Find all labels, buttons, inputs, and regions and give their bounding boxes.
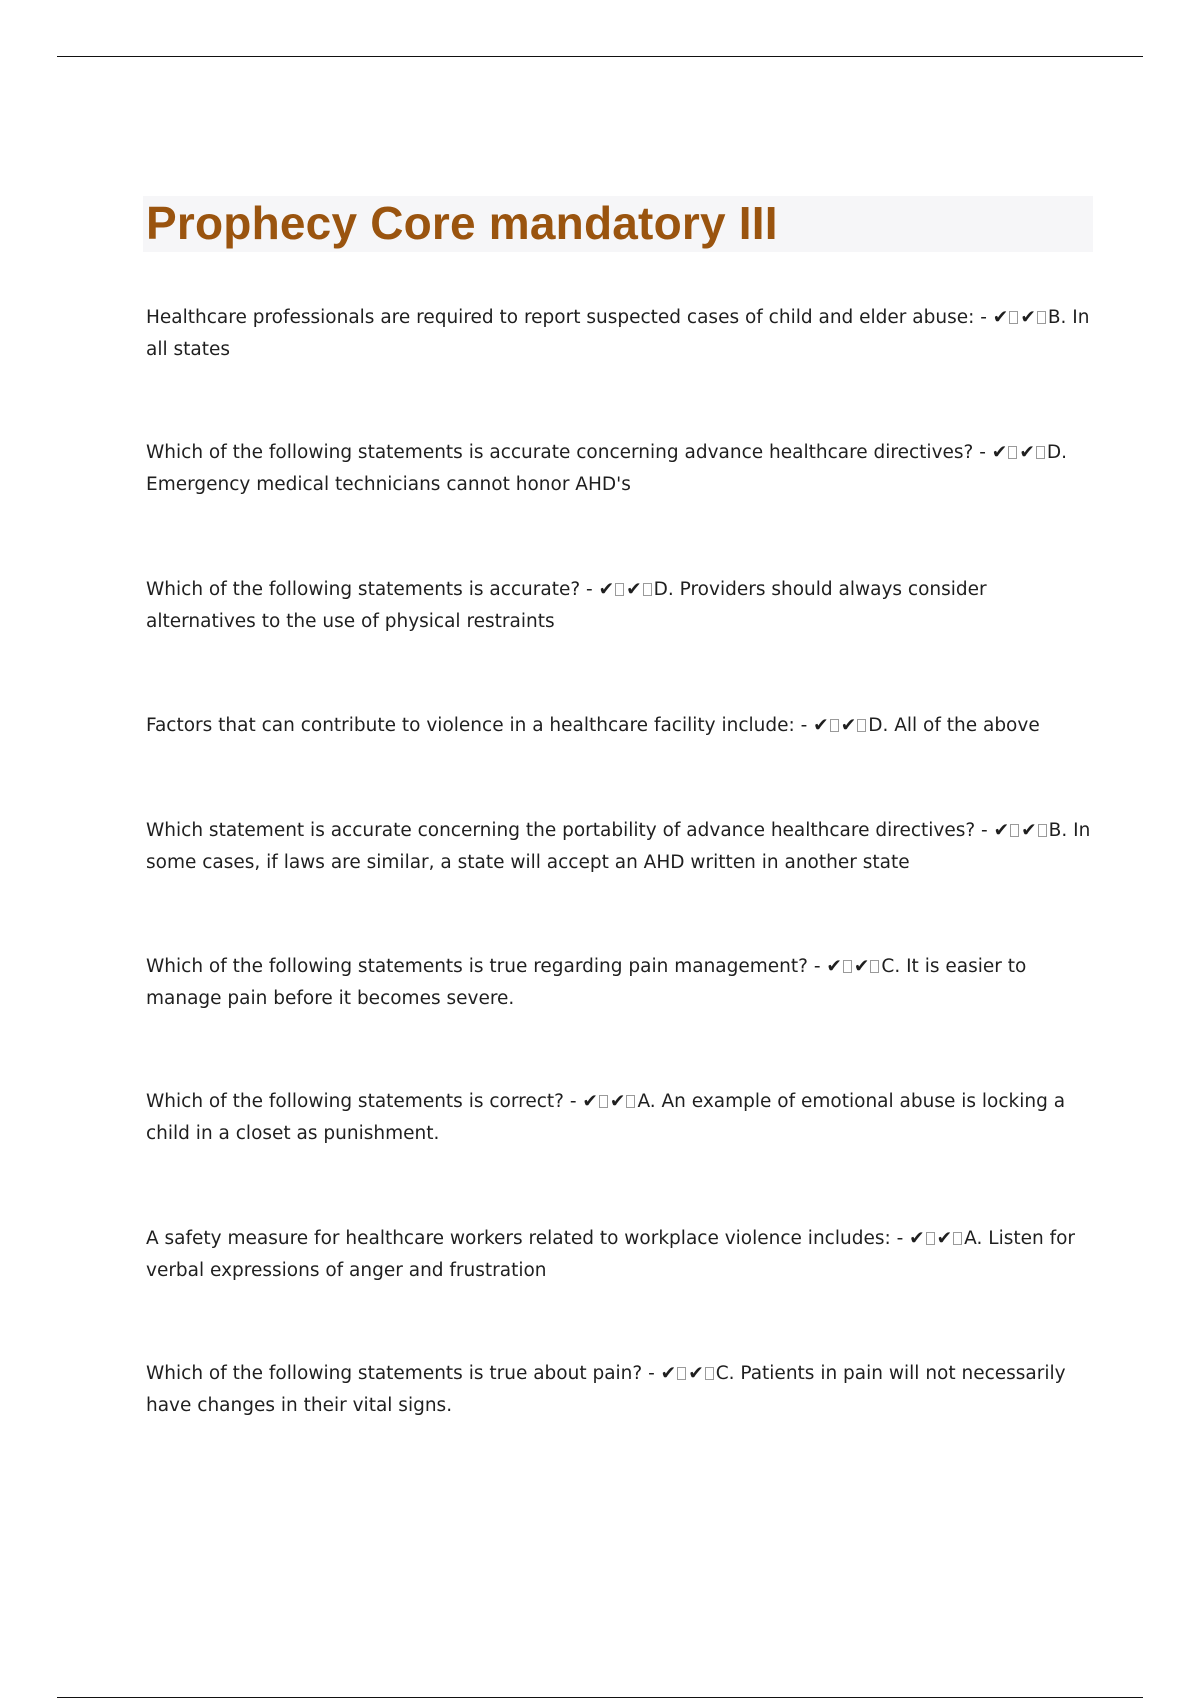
check-mark-icon: ✔ — [991, 442, 1008, 463]
box-icon — [1038, 824, 1047, 837]
check-mark-icon: ✔ — [582, 1091, 598, 1112]
check-mark-icon: ✔ — [609, 1091, 626, 1112]
check-mark-icon: ✔ — [936, 1228, 953, 1249]
qa-item — [146, 815, 1098, 879]
check-mark-icon: ✔ — [660, 1363, 677, 1384]
check-mark-icon: ✔ — [813, 715, 829, 736]
check-mark-icon: ✔ — [1020, 307, 1036, 328]
box-icon — [830, 719, 839, 732]
box-icon — [953, 1232, 962, 1245]
box-icon — [705, 1367, 714, 1380]
qa-item — [146, 1223, 1098, 1287]
answer-text: D. Emergency medical technicians cannot honor AHD's — [146, 442, 1067, 495]
box-icon — [599, 1095, 608, 1108]
check-mark-icon: ✔ — [1019, 442, 1035, 463]
answer-text: B. In some cases, if laws are similar, a state will accept an AHD written in another state — [146, 820, 1091, 873]
check-mark-icon: ✔ — [1021, 820, 1037, 841]
answer-text: A. An example of emotional abuse is locking a child in a closet as punishment. — [146, 1091, 1066, 1144]
box-icon — [1036, 446, 1045, 459]
box-icon — [626, 1095, 635, 1108]
top-divider — [57, 56, 1143, 57]
qa-item — [146, 710, 1098, 742]
answer-text: B. In all states — [146, 307, 1090, 360]
box-icon — [1010, 824, 1019, 837]
check-mark-icon: ✔ — [840, 715, 857, 736]
question-text: Factors that can contribute to violence in a healthcare facility include: - — [146, 715, 814, 736]
question-text: Which of the following statements is true about pain? - — [146, 1363, 661, 1384]
check-mark-icon: ✔ — [853, 956, 870, 977]
answer-text: A. Listen for verbal expressions of anger and frustration — [146, 1228, 1076, 1281]
question-text: Which of the following statements is accurate? - — [146, 579, 599, 600]
check-mark-icon: ✔ — [992, 307, 1009, 328]
check-mark-icon: ✔ — [826, 956, 842, 977]
box-icon — [843, 960, 852, 973]
box-icon — [870, 960, 879, 973]
bottom-divider — [57, 1697, 1143, 1698]
box-icon — [926, 1232, 935, 1245]
question-text: A safety measure for healthcare workers related to workplace violence includes: - — [146, 1228, 910, 1249]
question-text: Which of the following statements is accurate concerning advance healthcare directives? - — [146, 442, 992, 463]
question-text: Which of the following statements is correct? - — [146, 1091, 583, 1112]
qa-item — [146, 1086, 1098, 1150]
check-mark-icon: ✔ — [688, 1363, 704, 1384]
qa-item — [146, 1358, 1098, 1422]
box-icon — [857, 719, 866, 732]
box-icon — [615, 583, 624, 596]
check-mark-icon: ✔ — [598, 579, 615, 600]
box-icon — [1009, 311, 1018, 324]
box-icon — [677, 1367, 686, 1380]
answer-text: D. Providers should always consider alternatives to the use of physical restraints — [146, 579, 987, 632]
answer-text: D. All of the above — [868, 715, 1040, 736]
qa-item — [146, 437, 1098, 501]
box-icon — [643, 583, 652, 596]
check-mark-icon: ✔ — [993, 820, 1010, 841]
box-icon — [1008, 446, 1017, 459]
document-title: Prophecy Core mandatory III — [146, 197, 778, 249]
answer-text: C. It is easier to manage pain before it becomes severe. — [146, 956, 1027, 1009]
check-mark-icon: ✔ — [626, 579, 642, 600]
qa-item — [146, 302, 1098, 366]
question-text: Healthcare professionals are required to report suspected cases of child and elder abuse: - — [146, 307, 993, 328]
qa-item — [146, 951, 1098, 1015]
answer-text: C. Patients in pain will not necessarily have changes in their vital signs. — [146, 1363, 1066, 1416]
check-mark-icon: ✔ — [909, 1228, 925, 1249]
box-icon — [1037, 311, 1046, 324]
question-text: Which of the following statements is true regarding pain management? - — [146, 956, 827, 977]
qa-item — [146, 574, 1098, 638]
question-text: Which statement is accurate concerning the portability of advance healthcare directives? - — [146, 820, 994, 841]
